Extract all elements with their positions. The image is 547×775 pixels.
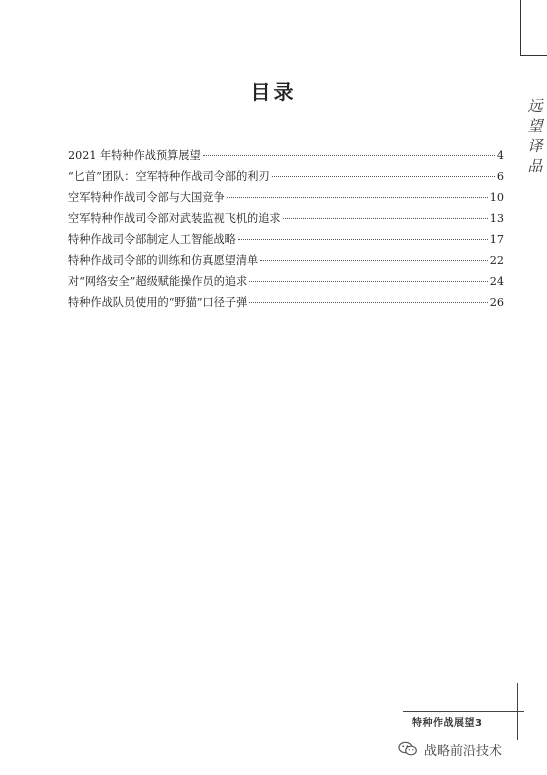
toc-page-number: 26 xyxy=(489,296,504,309)
toc-page-number: 22 xyxy=(489,254,504,267)
toc-leader-dots xyxy=(238,239,488,240)
toc-entry-title: “匕首”团队：空军特种作战司令部的利刃 xyxy=(68,170,270,183)
section-tab-char: 译 xyxy=(527,137,543,155)
section-tab-char: 品 xyxy=(527,157,543,175)
corner-rule-vertical xyxy=(520,0,521,55)
toc-entry[interactable] xyxy=(68,273,504,294)
toc-entry[interactable] xyxy=(68,231,504,252)
toc-entry-title: 2021 年特种作战预算展望 xyxy=(68,149,201,162)
toc-page-number: 24 xyxy=(489,275,504,288)
toc-entry[interactable] xyxy=(68,168,504,189)
corner-rule-horizontal xyxy=(520,55,547,56)
toc-entry-title: 对“网络安全”超级赋能操作员的追求 xyxy=(68,275,248,288)
footer-rule-horizontal xyxy=(403,711,524,712)
toc-entry-title: 特种作战队员使用的“野猫”口径子弹 xyxy=(68,296,248,309)
toc-entry[interactable] xyxy=(68,294,504,315)
toc-entry[interactable] xyxy=(68,189,504,210)
toc-page-number: 17 xyxy=(489,233,504,246)
page-title: 目录 xyxy=(250,80,297,104)
toc-entry-title: 空军特种作战司令部对武装监视飞机的追求 xyxy=(68,212,281,225)
section-tab xyxy=(523,96,547,176)
toc-leader-dots xyxy=(249,302,487,303)
toc-page-number: 6 xyxy=(496,170,504,183)
watermark xyxy=(398,738,502,760)
toc-leader-dots xyxy=(203,155,495,156)
toc-leader-dots xyxy=(260,260,488,261)
toc-page-number: 13 xyxy=(489,212,504,225)
wechat-icon xyxy=(398,741,418,757)
toc-leader-dots xyxy=(249,281,487,282)
toc-leader-dots xyxy=(227,197,488,198)
toc-leader-dots xyxy=(272,176,495,177)
toc-entry[interactable] xyxy=(68,147,504,168)
watermark-text: 战略前沿技术 xyxy=(424,743,503,759)
section-tab-char: 远 xyxy=(527,97,543,115)
toc-entry-title: 空军特种作战司令部与大国竞争 xyxy=(68,191,225,204)
toc-leader-dots xyxy=(283,218,488,219)
toc-entry-title: 特种作战司令部制定人工智能战略 xyxy=(68,233,236,246)
section-tab-char: 望 xyxy=(527,117,543,135)
toc-page-number: 4 xyxy=(496,149,504,162)
toc-page-number: 10 xyxy=(489,191,504,204)
table-of-contents xyxy=(68,147,504,315)
toc-entry[interactable] xyxy=(68,252,504,273)
running-footer: 特种作战展望3 xyxy=(412,718,483,729)
toc-entry-title: 特种作战司令部的训练和仿真愿望清单 xyxy=(68,254,259,267)
toc-entry[interactable] xyxy=(68,210,504,231)
